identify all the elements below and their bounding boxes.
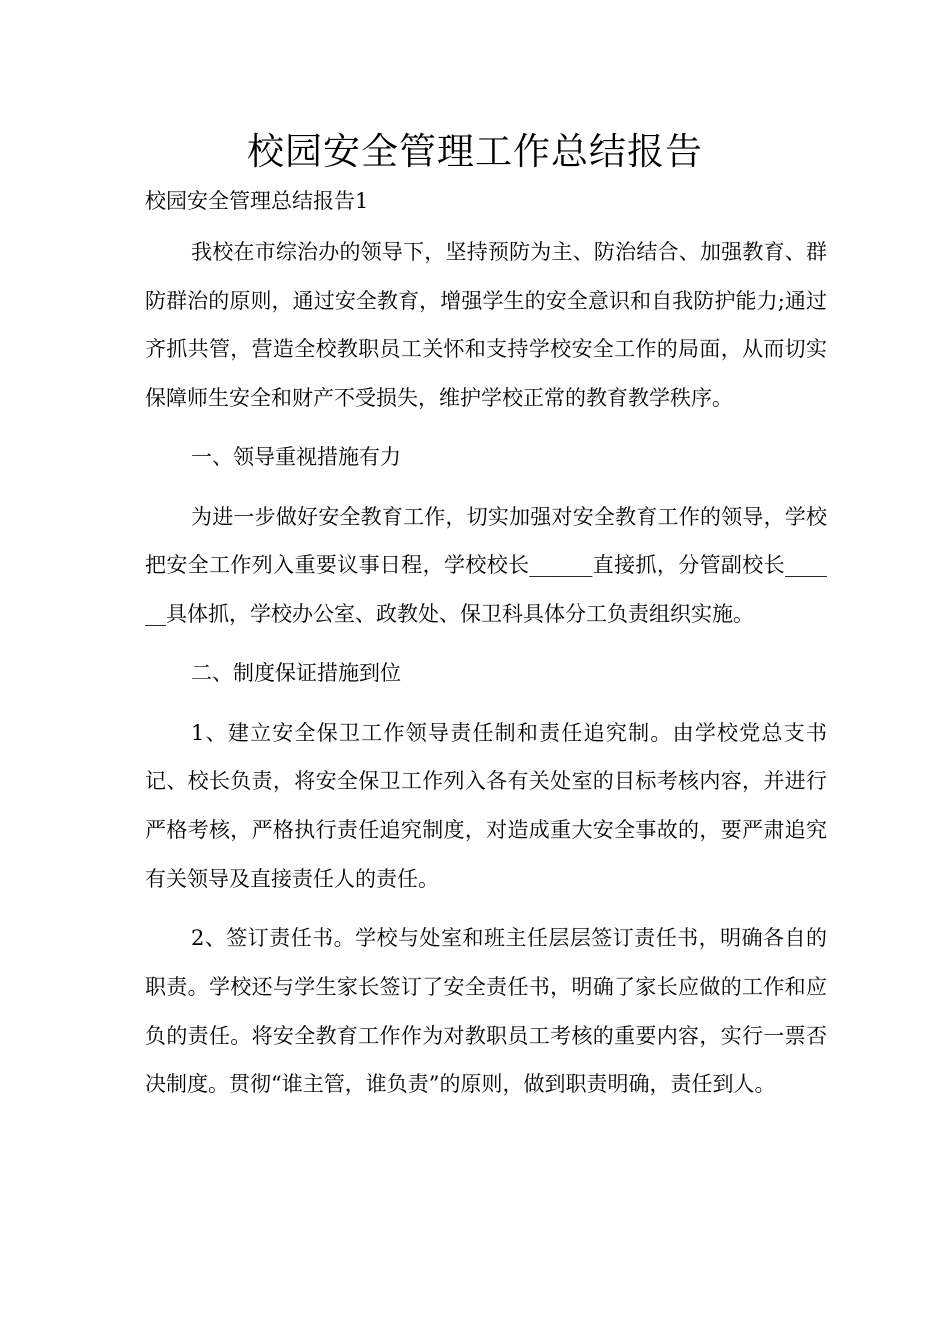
paragraph-responsibility-system: 1、建立安全保卫工作领导责任制和责任追究制。由学校党总支书记、校长负责，将安全保卫工作列入各有关处室的目标考核内容，并进行严格考核，严格执行责任追究制度，对造成重大安全事故的，要严肃追究有关领导及直接责任人的责任。	[145, 720, 827, 891]
paragraph-intro: 我校在市综治办的领导下，坚持预防为主、防治结合、加强教育、群防群治的原则，通过安全教育，增强学生的安全意识和自我防护能力;通过齐抓共管，营造全校教职员工关怀和支持学校安全工作的局面，从而切实保障师生安全和财产不受损失，维护学校正常的教育教学秩序。	[145, 240, 827, 411]
paragraph-responsibility-letter: 2、签订责任书。学校与处室和班主任层层签订责任书，明确各自的职责。学校还与学生家长签订了安全责任书，明确了家长应做的工作和应负的责任。将安全教育工作作为对教职员工考核的重要内容，实行一票否决制度。贯彻“谁主管，谁负责”的原则，做到职责明确，责任到人。	[145, 926, 827, 1097]
document-body	[145, 228, 827, 1120]
report-subtitle: 校园安全管理总结报告1	[145, 189, 369, 213]
section-heading-leadership: 一、领导重视措施有力	[191, 445, 401, 470]
document-title: 校园安全管理工作总结报告	[247, 130, 703, 173]
paragraph-leadership: 为进一步做好安全教育工作，切实加强对安全教育工作的领导，学校把安全工作列入重要议事日程，学校校长______直接抓，分管副校长______具体抓，学校办公室、政教处、保卫科具体分工负责组织实施。	[145, 504, 827, 627]
section-heading-system: 二、制度保证措施到位	[191, 661, 401, 686]
